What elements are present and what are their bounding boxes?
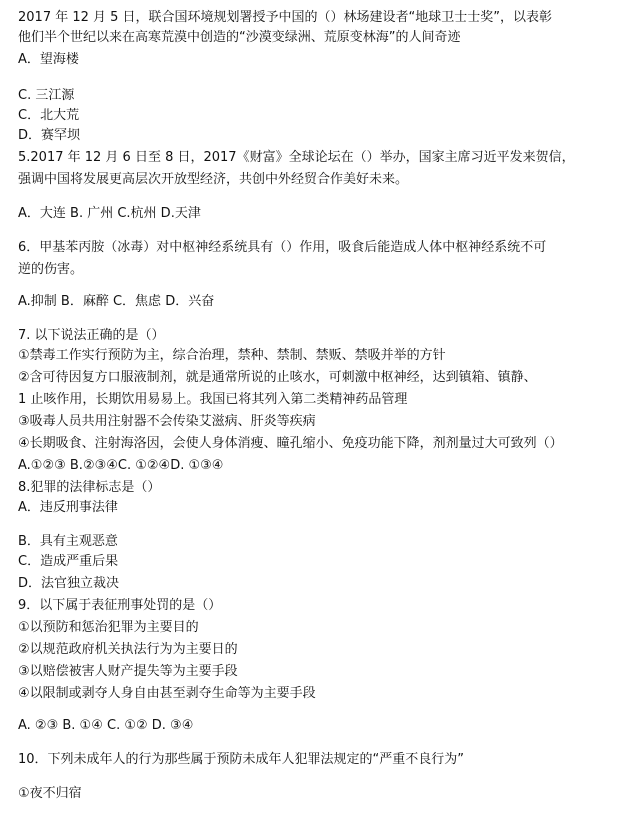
question-8-stem: 8.犯罪的法律标志是（） bbox=[18, 480, 161, 495]
question-9-statement-4: ④以限制或剥夺人身自由甚至剥夺生命等为主要手段 bbox=[18, 686, 316, 701]
question-7-statement-4: ④长期吸食、注射海洛因，会使人身体消瘦、瞳孔缩小、免疫功能下降，剂剂量过大可致列（） bbox=[18, 436, 563, 451]
question-8-option-b: B．具有主观恶意 bbox=[18, 534, 118, 549]
question-6-options: A.抑制 B．麻醉 C．焦虑 D．兴奋 bbox=[18, 294, 215, 309]
question-9-statement-3: ③以赔偿被害人财产提失等为主要手段 bbox=[18, 664, 238, 679]
question-5-stem-line-2: 强调中国将发展更高层次开放型经济，共创中外经贸合作美好未来。 bbox=[18, 172, 409, 187]
question-7-statement-3: ③吸毒人员共用注射器不会传染艾滋病、肝炎等疾病 bbox=[18, 414, 316, 429]
question-9-options: A. ②③ B. ①④ C. ①② D. ③④ bbox=[18, 718, 194, 733]
question-7-options: A.①②③ B.②③④C. ①②④D. ①③④ bbox=[18, 458, 224, 473]
question-5-stem-line-1: 5.2017 年 12 月 6 日至 8 日，2017《财富》全球论坛在（）举办，国家主席习近平发来贺信， bbox=[18, 150, 575, 165]
question-4-option-a: A．望海楼 bbox=[18, 52, 79, 67]
question-7-statement-2b: 1 止咳作用，长期饮用易易上。我国已将其列入第二类精神药品管理 bbox=[18, 392, 408, 407]
question-4-option-c2: C．北大荒 bbox=[18, 108, 80, 123]
question-5-options: A．大连 B. 广州 C.杭州 D.天津 bbox=[18, 206, 201, 221]
question-4-stem-line-1: 2017 年 12 月 5 日，联合国环境规划署授予中国的（）林场建设者“地球卫士士奖”，以表彰 bbox=[18, 10, 553, 25]
question-9-statement-2: ②以规范政府机关执法行为为主要日的 bbox=[18, 642, 238, 657]
question-10-statement-1: ①夜不归宿 bbox=[18, 786, 82, 801]
question-6-stem-line-2: 逆的伤害。 bbox=[18, 262, 84, 277]
question-10-stem: 10．下列未成年人的行为那些属于预防未成年人犯罪法规定的“严重不良行为” bbox=[18, 752, 465, 767]
question-7-stem: 7. 以下说法正确的是（） bbox=[18, 328, 165, 343]
question-4-option-c: C. 三江源 bbox=[18, 88, 75, 103]
question-7-statement-1: ①禁毒工作实行预防为主，综合治理，禁种、禁制、禁贩、禁吸并举的方针 bbox=[18, 348, 446, 363]
question-9-statement-1: ①以预防和惩治犯罪为主要目的 bbox=[18, 620, 199, 635]
question-8-option-a: A．违反刑事法律 bbox=[18, 500, 118, 515]
question-8-option-c: C．造成严重后果 bbox=[18, 554, 119, 569]
question-4-stem-line-2: 他们半个世纪以来在高寒荒漠中创造的“沙漠变绿洲、荒原变林海”的人间奇迹 bbox=[18, 30, 461, 45]
question-6-stem-line-1: 6．甲基苯丙胺（冰毒）对中枢神经系统具有（）作用，吸食后能造成人体中枢神经系统不可 bbox=[18, 240, 547, 255]
question-9-stem: 9．以下属于表征刑事处罚的是（） bbox=[18, 598, 222, 613]
question-7-statement-2: ②含可待因复方口服液制剂，就是通常所说的止咳水，可刺激中枢神经，达到镇箱、镇静、 bbox=[18, 370, 537, 385]
question-4-option-d: D．赛罕坝 bbox=[18, 128, 81, 143]
question-8-option-d: D．法官独立裁决 bbox=[18, 576, 120, 591]
